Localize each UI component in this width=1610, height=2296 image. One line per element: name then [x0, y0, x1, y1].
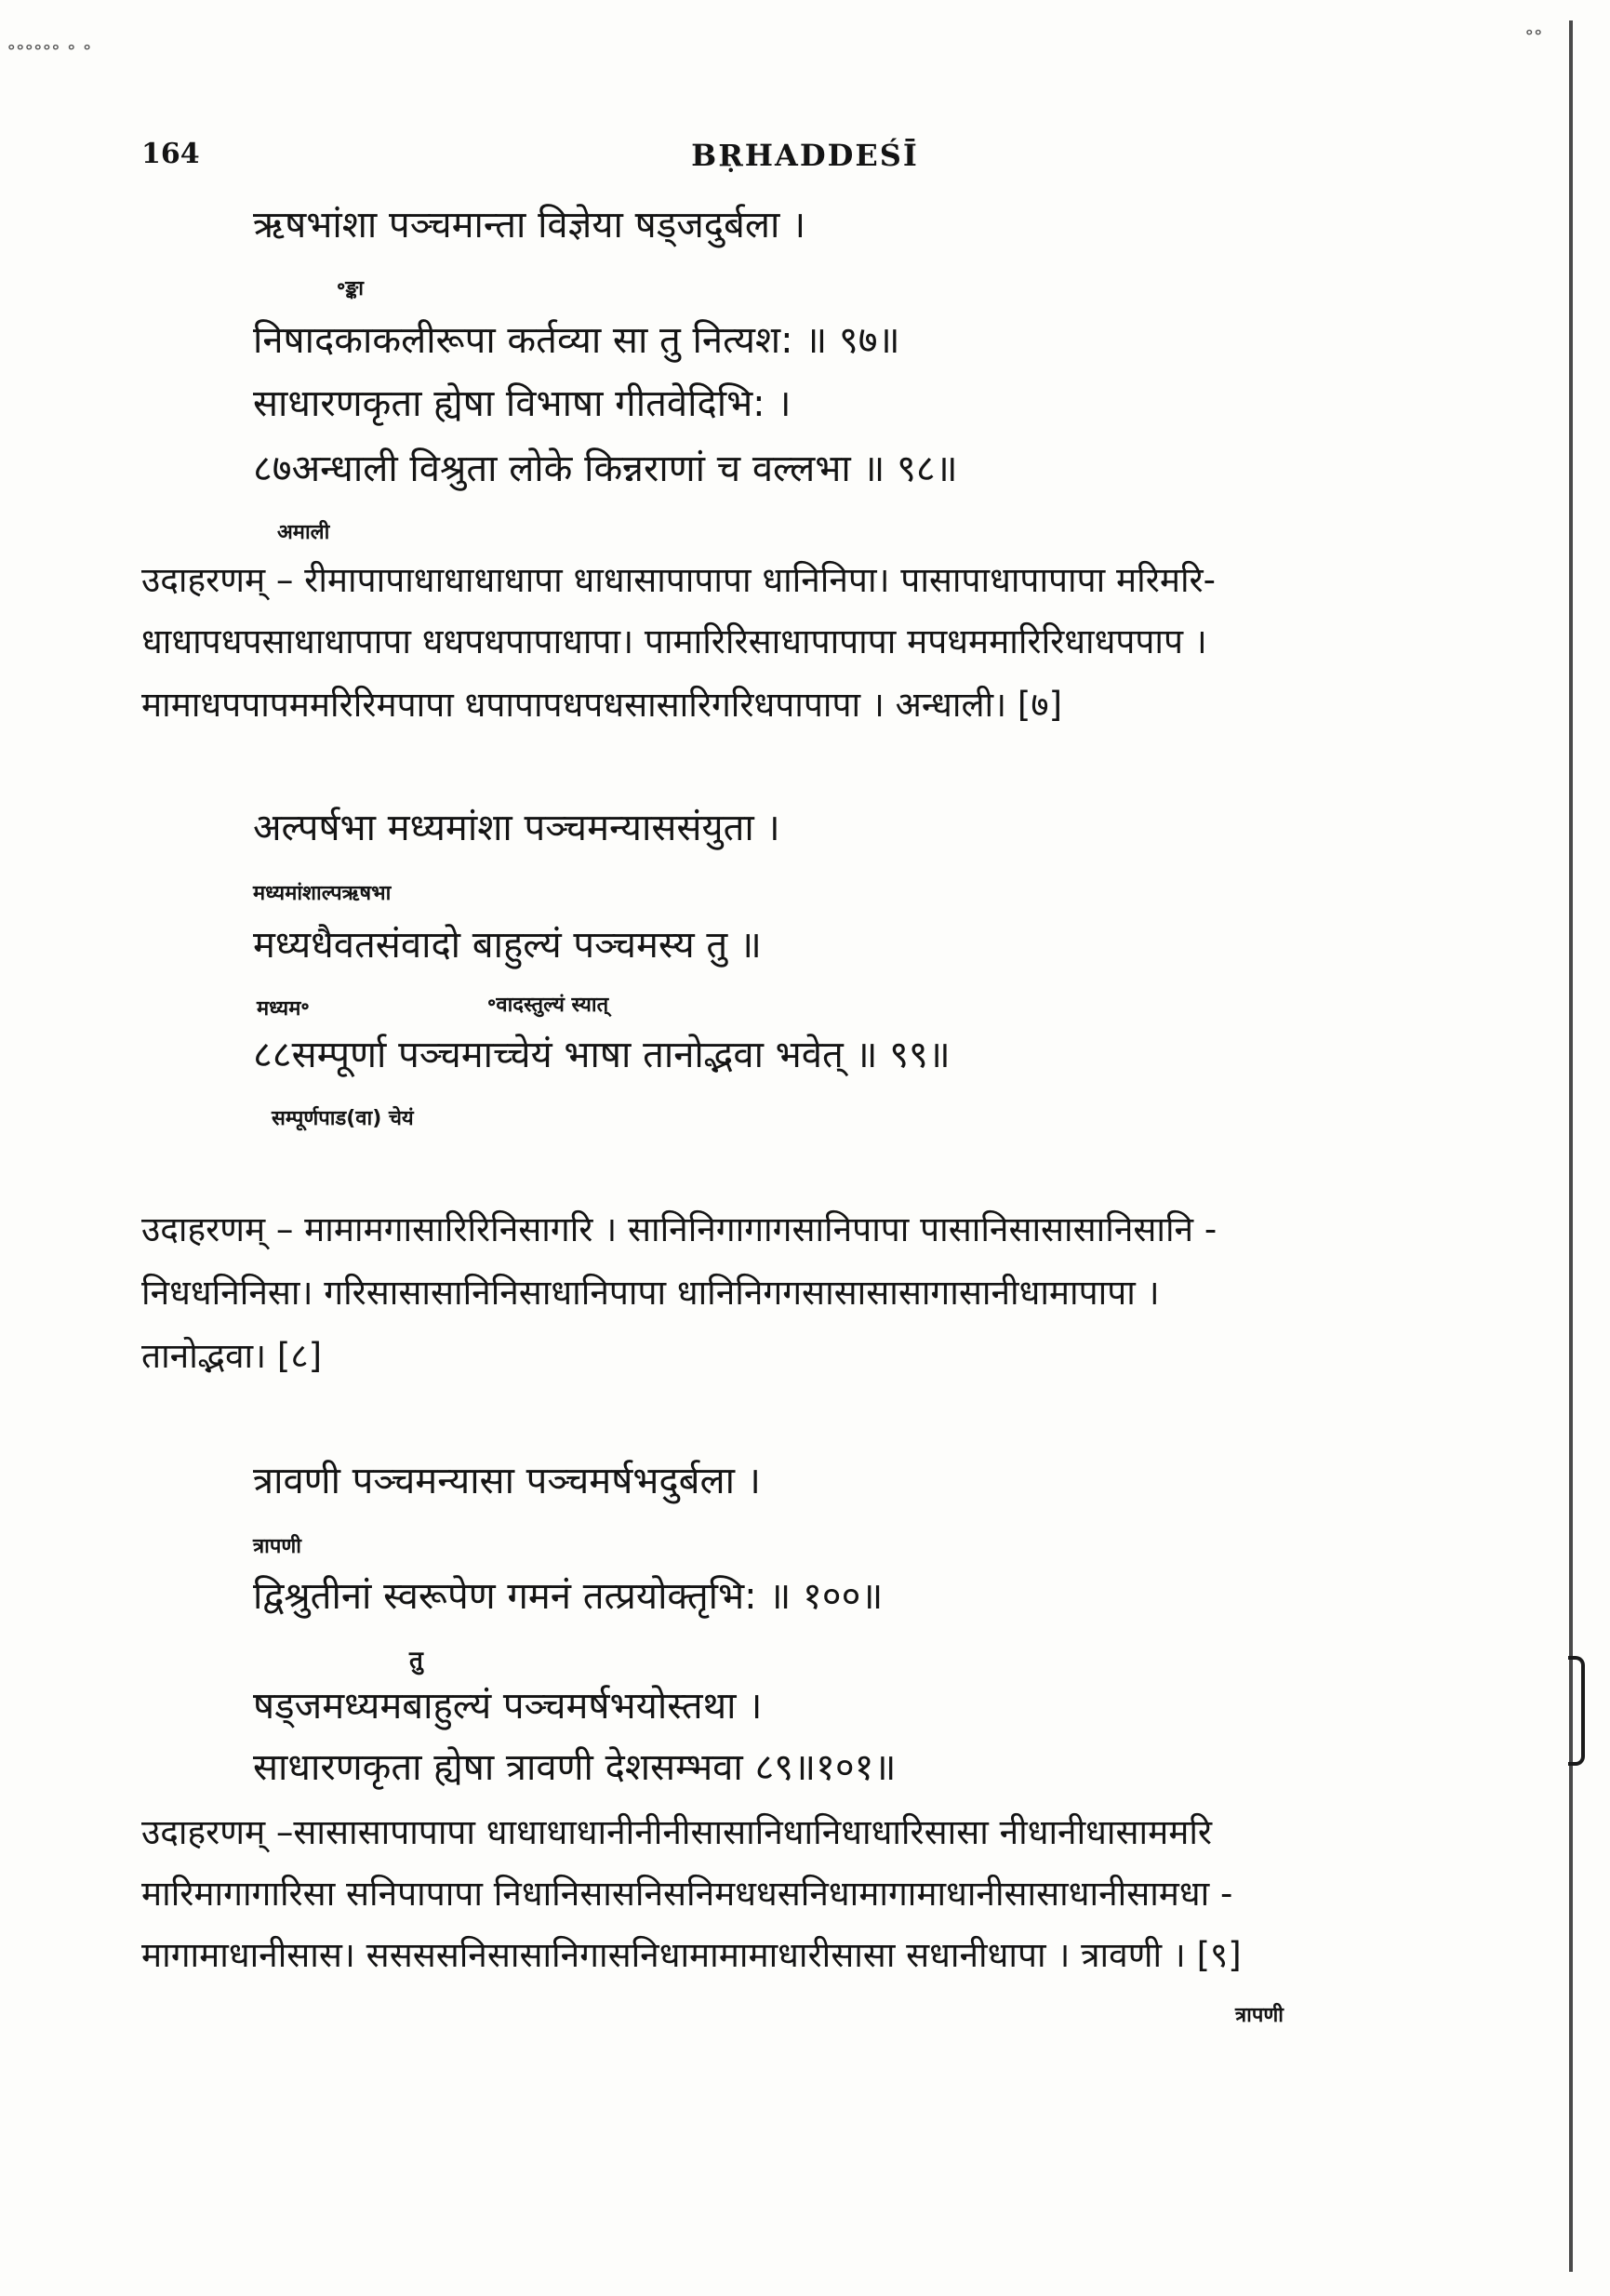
running-title: BṚHADDEŚĪ: [691, 138, 919, 173]
variant-note: त्रापणी: [1235, 2004, 1284, 2027]
verse-line: ८८सम्पूर्णा पञ्चमाच्चेयं भाषा तानोद्भवा भवेत् ॥ ९९॥: [253, 1034, 951, 1076]
variant-note: त्रापणी: [253, 1535, 301, 1558]
example-line: उदाहरणम् – रीमापापाधाधाधाधापा धाधासापापापा धानिनिपा। पासापाधापापापा मरिमरि-: [141, 560, 1217, 600]
variant-note: अमाली: [277, 521, 330, 544]
verse-line: मध्यधैवतसंवादो बाहुल्यं पञ्चमस्य तु ॥: [253, 924, 762, 967]
example-line: उदाहरणम् – मामामगासारिरिनिसागरि । सानिनिगागागसानिपापा पासानिसासासानिसानि -: [141, 1209, 1217, 1249]
page-edge-line: [1569, 20, 1573, 2272]
example-line: उदाहरणम् –सासासापापापा धाधाधाधानीनीनीसासानिधानिधाधारिसासा नीधानीधासाममरि: [141, 1812, 1213, 1852]
page-header: [0, 138, 1610, 175]
example-line: मागामाधानीसास। ससससनिसासानिगासनिधामामामाधारीसासा सधानीधापा । त्रावणी । [९]: [141, 1935, 1242, 1975]
verse-line: द्विश्रुतीनां स्वरूपेण गमनं तत्प्रयोक्तृभि: ॥ १००॥: [253, 1575, 884, 1618]
variant-note: सम्पूर्णपाड(वा) चेयं: [272, 1107, 414, 1130]
verse-line: ८७अन्धाली विश्रुता लोके किन्नराणां च वल्लभा ॥ ९८॥: [253, 447, 958, 490]
verse-line: ऋषभांशा पञ्चमान्ता विज्ञेया षड्जदुर्बला ।: [253, 204, 806, 247]
verse-line: साधारणकृता ह्येषा त्रावणी देशसम्भवा ८९॥१०१॥: [253, 1746, 897, 1789]
verse-line: षड्जमध्यमबाहुल्यं पञ्चमर्षभयोस्तथा ।: [253, 1685, 763, 1728]
variant-note: ॰ङ्का: [337, 277, 364, 300]
margin-bracket: [1568, 1656, 1585, 1766]
variant-note: मध्यमांशाल्पऋषभा: [253, 882, 392, 905]
scan-artifact-top-right: ॰॰: [1525, 22, 1544, 45]
example-line: तानोद्भवा। [८]: [141, 1336, 323, 1376]
variant-note: तु: [409, 1647, 423, 1675]
scan-artifact-top-left: ॰॰॰॰॰॰ ॰ ॰: [7, 37, 92, 60]
example-line: धाधापधपसाधाधापापा धधपधपापाधापा। पामारिरिसाधापापापा मपधममारिरिधाधपपाप ।: [141, 621, 1207, 661]
variant-note: ॰वादस्तुल्यं स्यात्: [487, 994, 609, 1017]
page-number: 164: [141, 138, 200, 170]
verse-line: अल्पर्षभा मध्यमांशा पञ्चमन्याससंयुता ।: [253, 807, 780, 849]
verse-line: त्रावणी पञ्चमन्यासा पञ्चमर्षभदुर्बला ।: [253, 1460, 761, 1502]
variant-note: मध्यम॰: [257, 997, 310, 1021]
example-line: निधधनिनिसा। गरिसासासानिनिसाधानिपापा धानिनिगगसासासासागासानीधामापापा ।: [141, 1273, 1160, 1313]
example-line: मारिमागागारिसा सनिपापापा निधानिसासनिसनिमधधसनिधामागामाधानीसासाधानीसामधा -: [141, 1874, 1233, 1914]
verse-line: साधारणकृता ह्येषा विभाषा गीतवेदिभि: ।: [253, 382, 792, 425]
verse-line: निषादकाकलीरूपा कर्तव्या सा तु नित्यश: ॥ ९७॥: [253, 319, 900, 362]
example-line: मामाधपपापममरिरिमपापा धपापापधपधसासारिगरिधपापापा । अन्धाली। [७]: [141, 685, 1063, 725]
